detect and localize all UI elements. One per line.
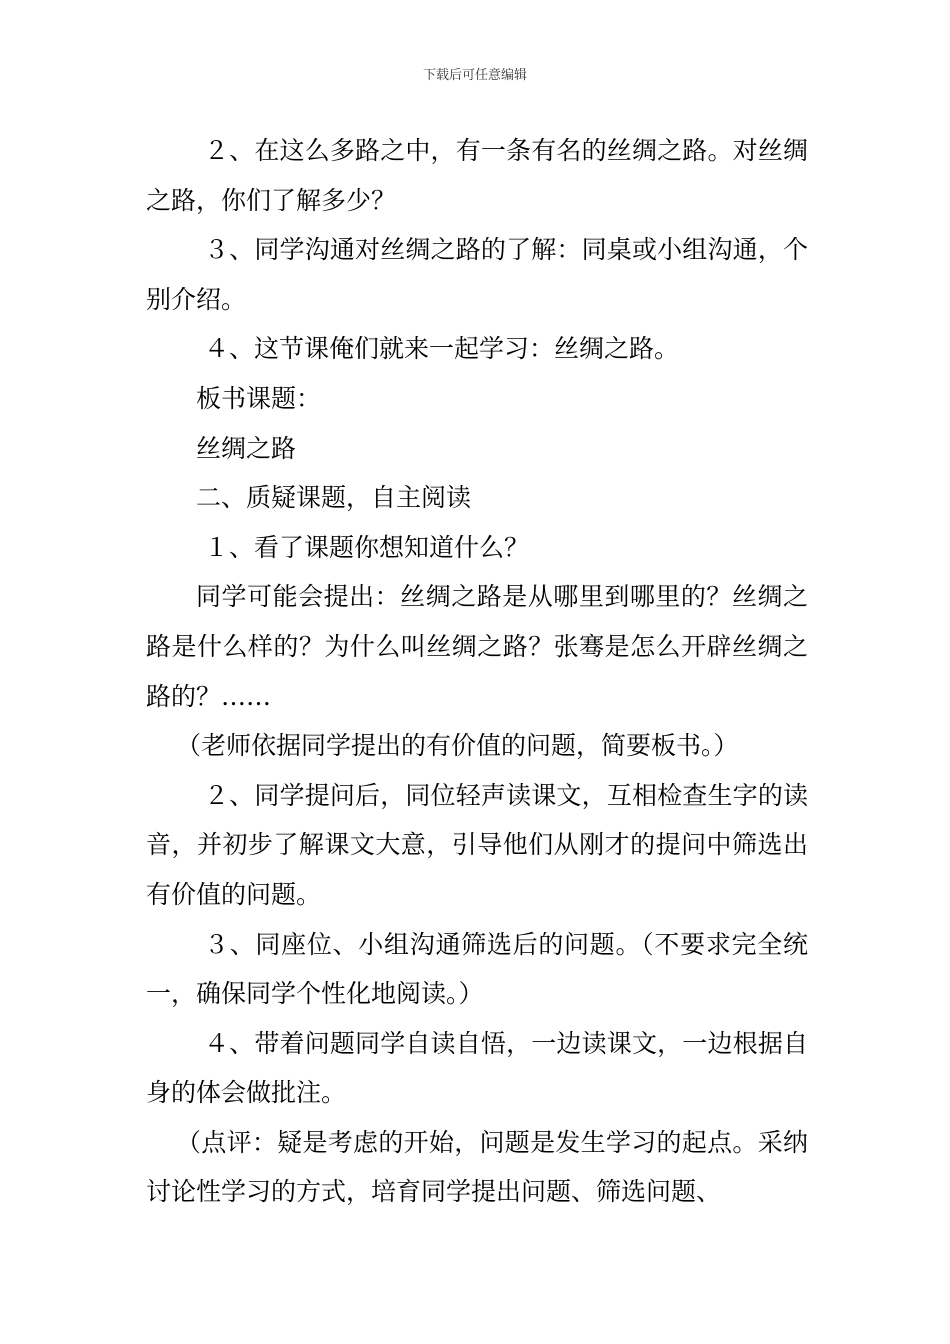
paragraph-8: （老师依据同学提出的有价值的问题，简要板书。） [176,731,739,761]
paragraph-11: ４、带着问题同学自读自悟，一边读课文，一边根据自身的体会做批注。 [146,1028,808,1108]
document-body [146,126,808,1217]
section-heading: 二、质疑课题，自主阅读 [196,483,472,513]
paragraph-1: ２、在这么多路之中，有一条有名的丝绸之路。对丝绸之路，你们了解多少？ [146,136,808,215]
paragraph-10: ３、同座位、小组沟通筛选后的问题。（不要求完全统一，确保同学个性化地阅读。） [146,929,808,1009]
paragraph-2: ３、同学沟通对丝绸之路的了解：同桌或小组沟通，个别介绍。 [146,235,808,314]
paragraph-4: 板书课题： [196,383,322,413]
paragraph-9: ２、同学提问后，同位轻声读课文，互相检查生字的读音，并初步了解课文大意，引导他们从刚才的提问中筛选出有价值的问题。 [146,780,808,909]
page-header: 下载后可任意编辑 [422,68,527,83]
paragraph-3: ４、这节课俺们就来一起学习：丝绸之路。 [204,334,680,364]
paragraph-12: （点评：疑是考虑的开始，问题是发生学习的起点。采纳讨论性学习的方式，培育同学提出问题、筛选问题、 [146,1127,808,1207]
paragraph-6: １、看了课题你想知道什么？ [204,532,530,562]
paragraph-5: 丝绸之路 [196,433,297,463]
paragraph-7: 同学可能会提出：丝绸之路是从哪里到哪里的？丝绸之路是什么样的？为什么叫丝绸之路？张骞是怎么开辟丝绸之路的？…… [146,582,808,711]
